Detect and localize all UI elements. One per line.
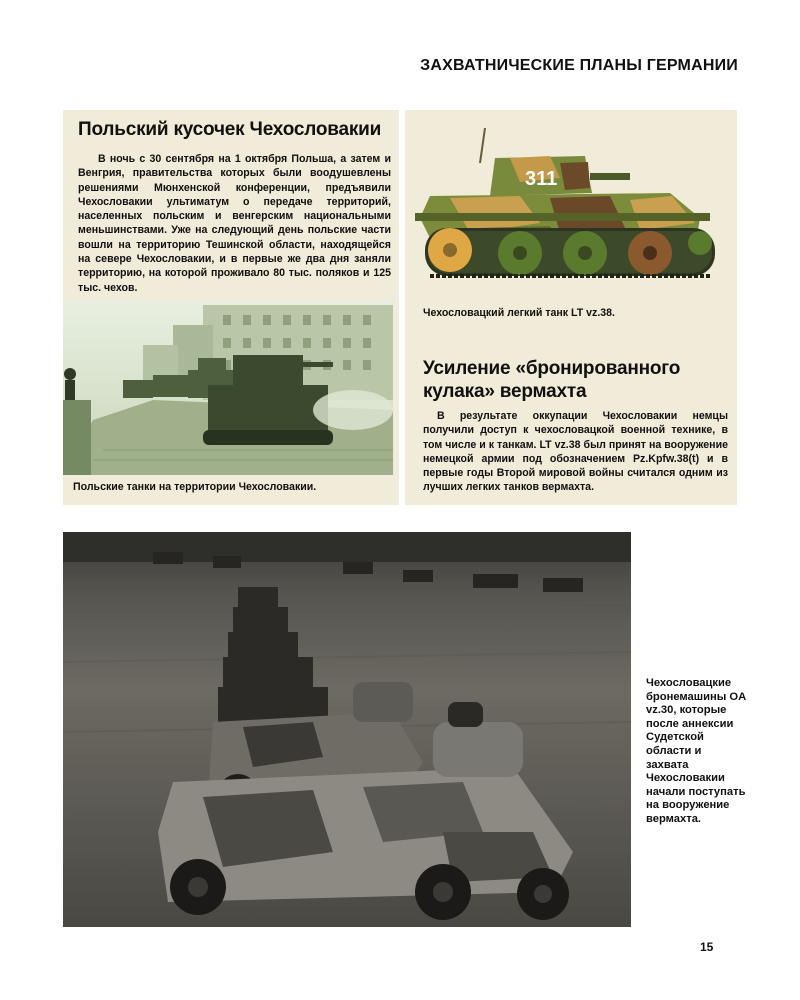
polish-tanks-caption: Польские танки на территории Чехословакии. — [73, 481, 317, 493]
page-number: 15 — [700, 940, 714, 954]
tank-marking: 311 — [525, 168, 558, 190]
left-panel-body: В ночь с 30 сентября на 1 октября Польша, а затем и Венгрия, правительства которых были воодушевлены решениями Мюнхенской конференции, предъявили Чехословакии ультиматум о передаче территорий, населенных польским и венгерским национальными меньшинствами. Уже на следующий день польские части вошли на территорию Тешинской области, находящейся на севере Чехословакии, и в первые же два дня заняли территорию, на которой проживало 80 тыс. поляков и 125 тыс. чехов. — [78, 153, 391, 294]
lt-vz38-illustration — [410, 118, 732, 293]
right-panel-body: В результате оккупации Чехословакии немцы получили доступ к чехословацкой военной технике, в том числе и к танкам. LT vz.38 был принят на вооружение немецкой армии под обозначением Pz.Kpfw.38(t) и в первые годы Второй мировой войны считался одним из лучших легких танков вермахта. — [423, 410, 728, 494]
page-header: ЗАХВАТНИЧЕСКИЕ ПЛАНЫ ГЕРМАНИИ — [420, 57, 738, 74]
lt-vz38-caption: Чехословацкий легкий танк LT vz.38. — [423, 307, 616, 319]
armored-cars-caption: Чехословацкие бронемашины OA vz.30, которые после аннексии Судетской области и захвата Чехословакии начали поступать на вооружение вермахта. — [646, 677, 746, 825]
right-panel-title: Усиление «бронированного кулака» вермахта — [423, 358, 681, 402]
polish-tanks-photo — [63, 300, 393, 475]
left-panel-title: Польский кусочек Чехословакии — [78, 119, 382, 140]
armored-cars-photo — [63, 532, 631, 927]
